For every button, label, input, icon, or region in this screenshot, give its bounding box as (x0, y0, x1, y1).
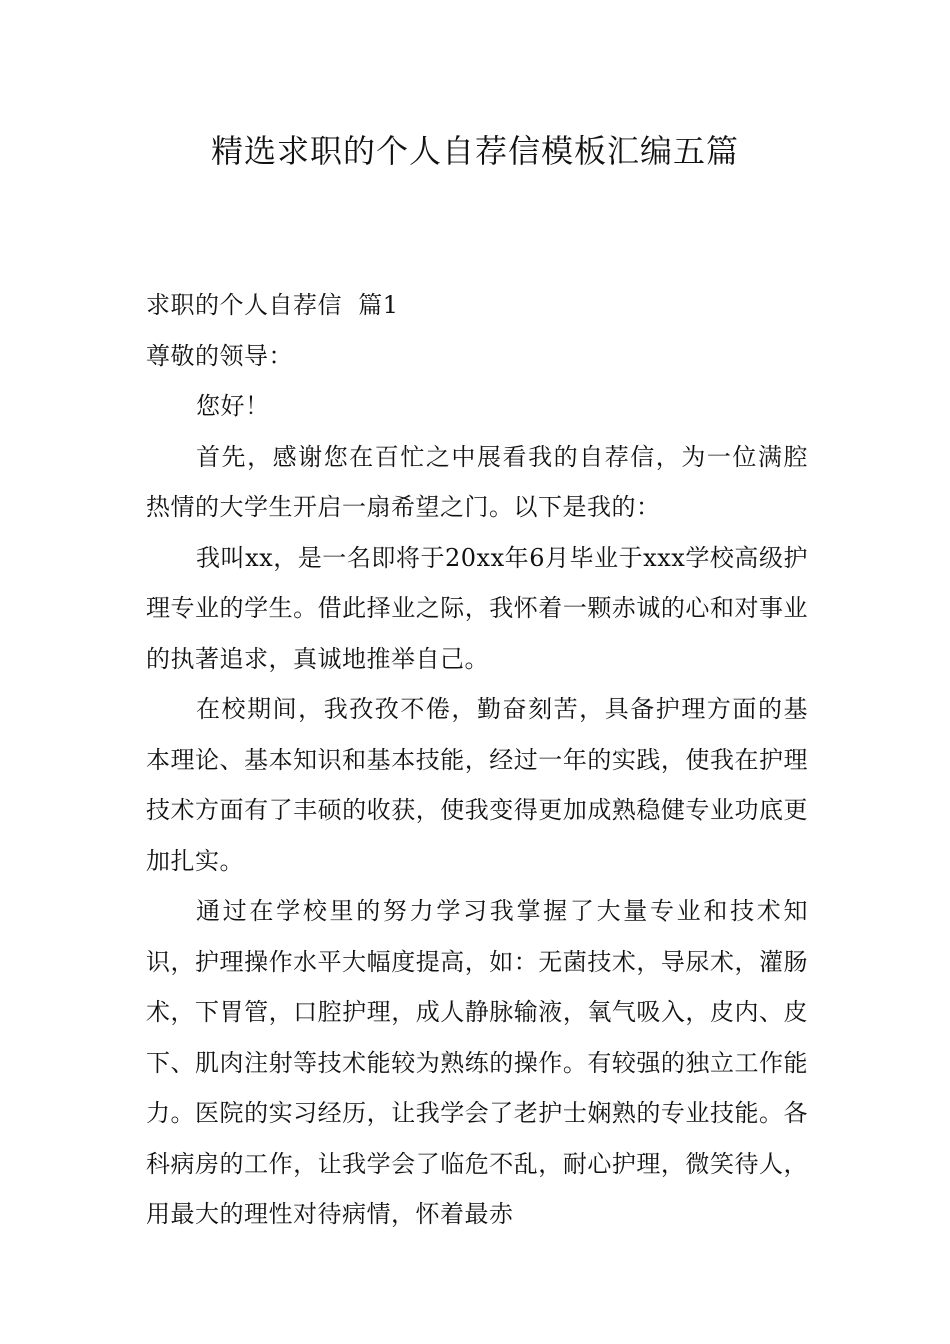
paragraph: 通过在学校里的努力学习我掌握了大量专业和技术知识，护理操作水平大幅度提高，如：无菌技术，导尿术，灌肠术，下胃管，口腔护理，成人静脉输液，氧气吸入，皮内、皮下、肌肉注射等技术能较为熟练的操作。有较强的独立工作能力。医院的实习经历，让我学会了老护士娴熟的专业技能。各科病房的工作，让我学会了临危不乱，耐心护理，微笑待人，用最大的理性对待病情，怀着最赤 (146, 897, 808, 1228)
paragraph: 在校期间，我孜孜不倦，勤奋刻苦，具备护理方面的基本理论、基本知识和基本技能，经过一年的实践，使我在护理技术方面有了丰硕的收获，使我变得更加成熟稳健专业功底更加扎实。 (146, 695, 808, 875)
document-title: 精选求职的个人自荐信模板汇编五篇 (210, 132, 739, 170)
salutation: 尊敬的领导： (146, 341, 293, 370)
paragraph: 我叫xx，是一名即将于20xx年6月毕业于xxx学校高级护理专业的学生。借此择业之际，我怀着一颗赤诚的心和对事业的执著追求，真诚地推举自己。 (146, 543, 808, 673)
document-body (146, 280, 808, 1240)
paragraph: 首先，感谢您在百忙之中展看我的自荐信，为一位满腔热情的大学生开启一扇希望之门。以下是我的： (146, 442, 808, 521)
greeting: 您好！ (196, 392, 270, 420)
section-heading: 求职的个人自荐信 篇1 (146, 291, 399, 319)
